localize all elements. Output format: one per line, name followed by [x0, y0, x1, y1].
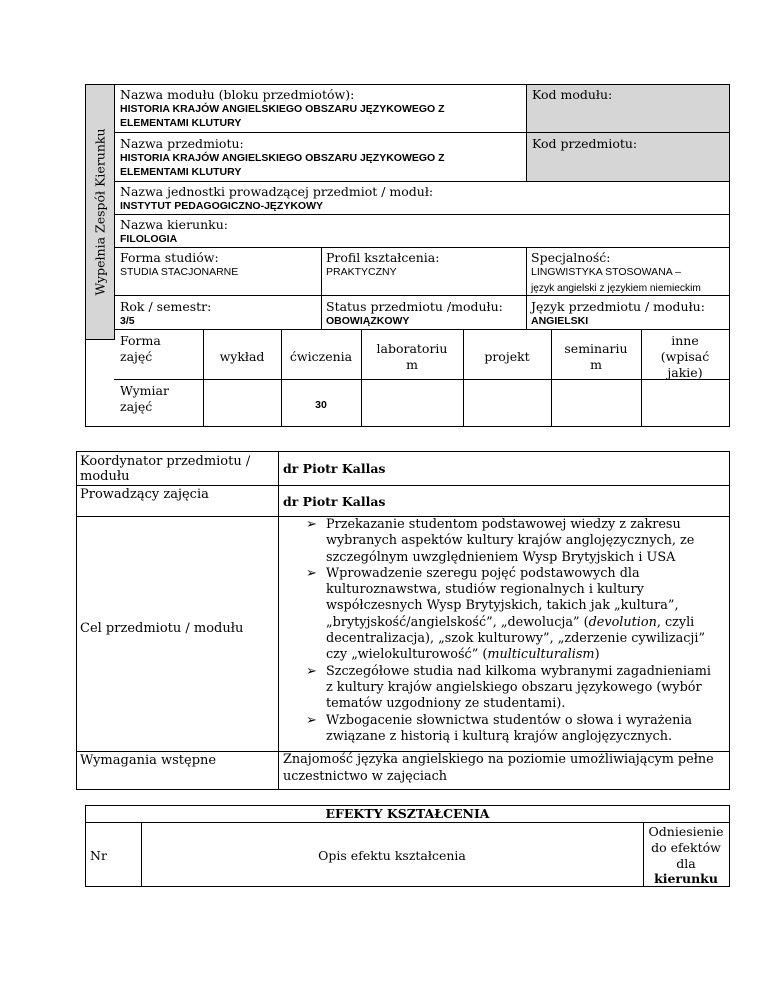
arrow-bullet-icon: ➢ — [306, 517, 317, 532]
goal-list — [280, 517, 730, 745]
subject-name-label: Nazwa przedmiotu: — [120, 136, 244, 151]
specialty-label: Specjalność: — [531, 250, 611, 265]
goal-line: „brytyjskość/angielskość”, „dewolucja” (devolution, czyli — [326, 614, 695, 630]
module-code-label: Kod modułu: — [532, 87, 613, 102]
goal-line: z kultury krajów angielskiego obszaru językowego (wybór — [326, 679, 702, 695]
module-name-line2: ELEMENTAMI KLUTURY — [120, 117, 242, 129]
goal-line: Wzbogacenie słownictwa studentów o słowa i wyrażenia — [326, 712, 693, 728]
year-value: 3/5 — [120, 315, 135, 327]
goal-line: szczególnym uwzględnieniem Wysp Brytyjskich i USA — [326, 549, 676, 565]
status-value: OBOWIĄZKOWY — [326, 315, 410, 327]
effects-col-desc: Opis efektu kształcenia — [318, 848, 466, 863]
arrow-bullet-icon: ➢ — [306, 712, 317, 728]
effects-col-ref-2: do efektów — [651, 840, 721, 855]
coordinator-value: dr Piotr Kallas — [283, 461, 386, 476]
effects-col-ref-1: Odniesienie — [648, 824, 724, 839]
language-value: ANGIELSKI — [531, 315, 589, 327]
goal-line: decentralizacja), „szok kulturowy”, „zderzenie cywilizacji” — [326, 631, 706, 647]
coordinator-label-1: Koordynator przedmiotu / — [80, 454, 251, 469]
header-lab-2: m — [406, 357, 418, 372]
header-lecture: wykład — [219, 349, 265, 364]
profile-label: Profil kształcenia: — [326, 250, 440, 265]
goal-label: Cel przedmiotu / modułu — [80, 621, 244, 636]
header-other-3: jakie) — [667, 365, 703, 380]
goal-item — [280, 566, 730, 664]
goal-item — [280, 517, 730, 566]
specialty-line2: język angielski z językiem niemieckim — [531, 283, 701, 294]
unit-value: INSTYTUT PEDAGOGICZNO-JĘZYKOWY — [120, 200, 324, 212]
year-label: Rok / semestr: — [120, 299, 212, 314]
specialty-line1: LINGWISTYKA STOSOWANA – — [531, 266, 681, 278]
goal-line: Przekazanie studentom podstawowej wiedzy z zakresu — [326, 517, 681, 532]
module-name-label: Nazwa modułu (bloku przedmiotów): — [120, 87, 355, 102]
subject-code-label: Kod przedmiotu: — [532, 136, 638, 151]
goal-items — [280, 517, 730, 745]
header-other-1: inne — [671, 333, 699, 348]
goal-line: Wprowadzenie szeregu pojęć podstawowych dla — [326, 565, 640, 581]
header-other-2: (wpisać — [660, 349, 710, 364]
arrow-bullet-icon: ➢ — [306, 565, 317, 581]
header-lab-1: laboratoriu — [376, 341, 448, 356]
goal-line: czy „wielokulturowość” (multiculturalism) — [326, 647, 600, 663]
form-label-1: Forma — [120, 333, 161, 348]
requirements-label: Wymagania wstępne — [80, 753, 217, 768]
field-value: FILOLOGIA — [120, 233, 178, 245]
side-label: Wypełnia Zespół Kierunku — [92, 128, 108, 296]
effects-col-ref-3: dla — [676, 856, 696, 871]
study-form-value: STUDIA STACJONARNE — [120, 266, 239, 278]
language-label: Język przedmiotu / modułu: — [531, 299, 705, 314]
goal-line: współczesnych Wysp Brytyjskich, takich jak „kultura”, — [326, 598, 679, 614]
hours-label-2: zajęć — [120, 399, 153, 414]
teacher-label: Prowadzący zajęcia — [80, 487, 209, 502]
form-label-2: zajęć — [120, 349, 153, 364]
hours-exercises: 30 — [315, 399, 327, 411]
effects-col-ref-4: kierunku — [654, 871, 718, 886]
header-seminar-1: seminariu — [564, 341, 628, 356]
arrow-bullet-icon: ➢ — [306, 663, 317, 679]
effects-title: EFEKTY KSZTAŁCENIA — [325, 806, 490, 821]
hours-label-1: Wymiar — [120, 383, 169, 398]
status-label: Status przedmiotu /modułu: — [326, 299, 503, 314]
header-exercises: ćwiczenia — [289, 349, 353, 364]
goal-line: wybranych aspektów kultury krajów anglojęzycznych, ze — [326, 533, 695, 549]
subject-name-line2: ELEMENTAMI KLUTURY — [120, 166, 242, 178]
profile-value: PRAKTYCZNY — [326, 266, 397, 278]
subject-name-line1: HISTORIA KRAJÓW ANGIELSKIEGO OBSZARU JĘZYKOWEGO Z — [120, 152, 445, 164]
goal-line: związane z historią i kulturą krajów anglojęzycznych. — [326, 728, 673, 744]
requirements-line1: Znajomość języka angielskiego na poziomie umożliwiającym pełne — [283, 752, 714, 767]
requirements-line2: uczestnictwo w zajęciach — [283, 769, 448, 784]
study-form-label: Forma studiów: — [120, 250, 219, 265]
teacher-value: dr Piotr Kallas — [283, 494, 386, 509]
coordinator-label-2: modułu — [80, 469, 130, 484]
goal-line: Szczegółowe studia nad kilkoma wybranymi zagadnieniami — [326, 663, 712, 679]
unit-label: Nazwa jednostki prowadzącej przedmiot / moduł: — [120, 184, 434, 199]
goal-line: kulturoznawstwa, studiów regionalnych i kultury — [326, 582, 644, 598]
goal-item — [280, 664, 730, 713]
goal-line: tematów uzgodniony ze studentami). — [326, 696, 566, 712]
field-label: Nazwa kierunku: — [120, 217, 228, 232]
goal-item — [280, 713, 730, 746]
header-seminar-2: m — [590, 357, 602, 372]
module-name-line1: HISTORIA KRAJÓW ANGIELSKIEGO OBSZARU JĘZYKOWEGO Z — [120, 103, 445, 115]
header-project: projekt — [484, 349, 530, 364]
effects-col-nr: Nr — [90, 848, 107, 863]
